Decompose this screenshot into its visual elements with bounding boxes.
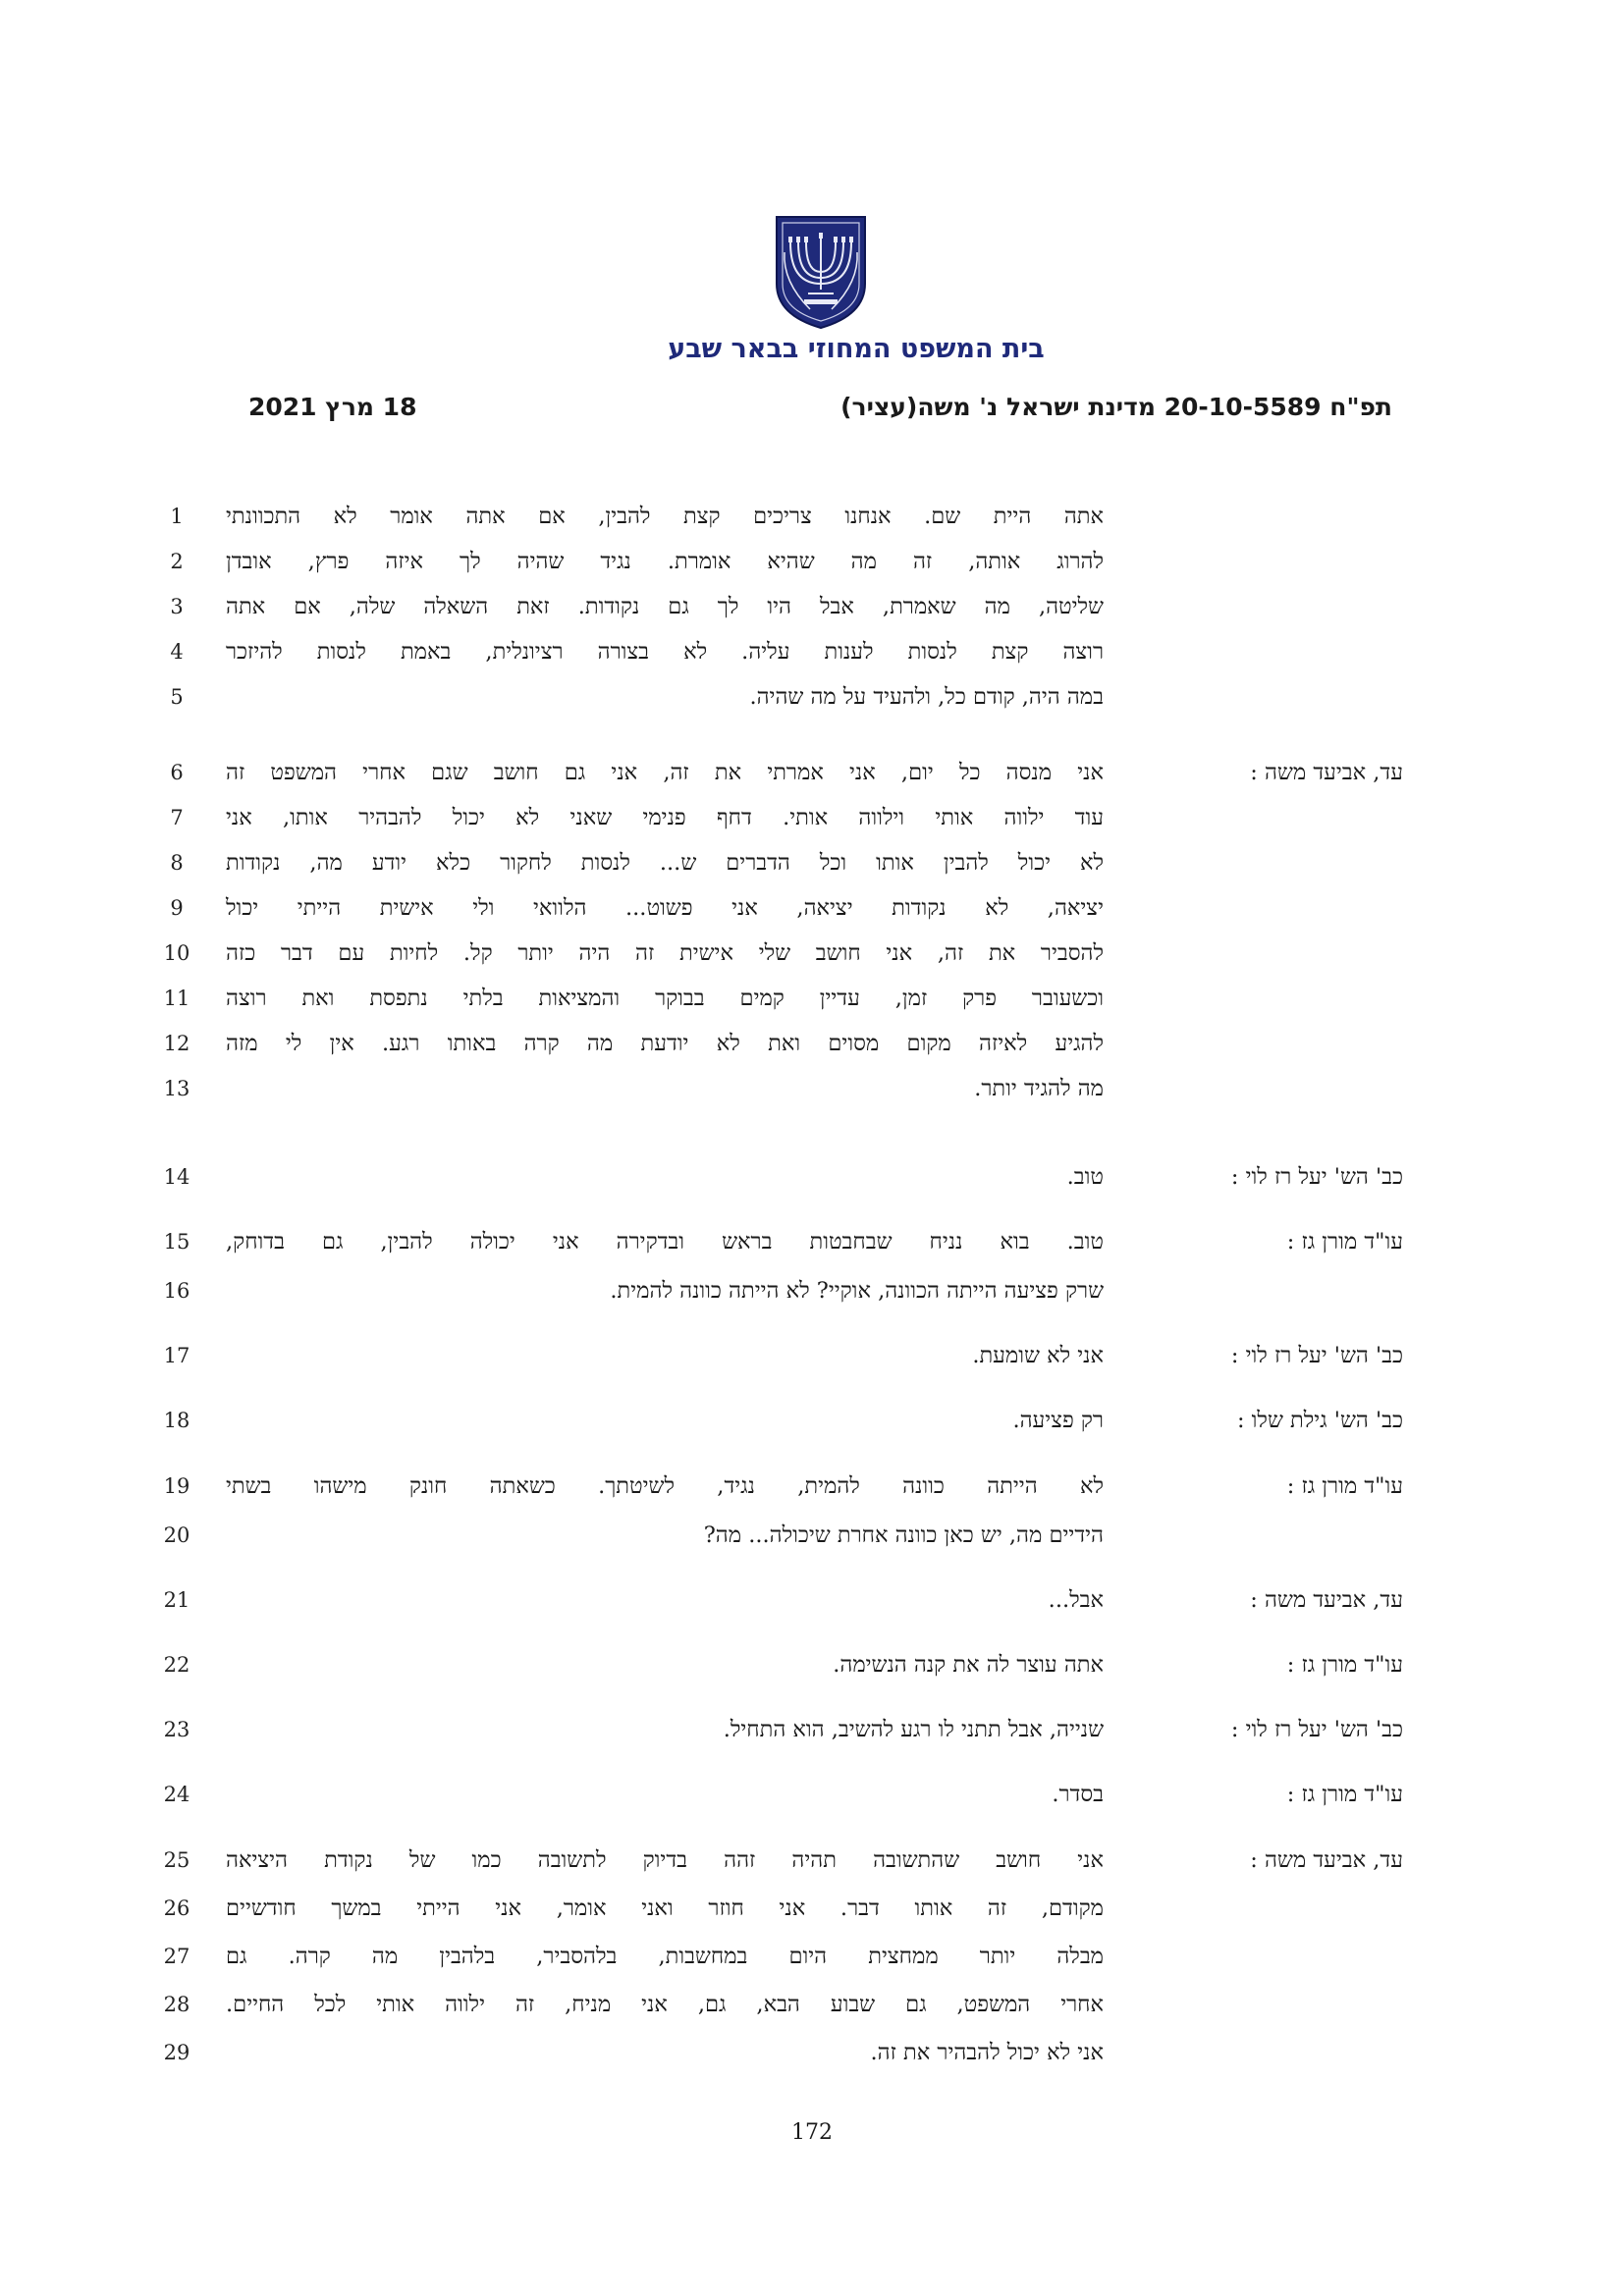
line-text: מקודם, זה אותו דבר. אני חוזר ואני אומר, אני הייתי במשך חודשיים [226,1896,1104,1921]
state-emblem-icon [771,213,871,331]
line-text: אתה היית שם. אנחנו צריכים קצת להבין, אם אתה אומר לא התכוונתי [226,504,1104,529]
speaker-label: עד, אביעד משה : [1250,760,1403,785]
line-text: טוב. בוא נניח שבחבטות בראש ובדקירה אני יכולה להבין, גם בדוחק, [226,1229,1104,1255]
speaker-label: עו"ד מורן גז : [1286,1473,1403,1499]
speaker-label: עד, אביעד משה : [1250,1847,1403,1873]
line-number: 13 [163,1077,190,1100]
line-text: לא הייתה כוונה להמית, נגיד, לשיטתך. כשאתה חונק מישהו בשתי [226,1473,1104,1499]
line-number: 26 [163,1896,190,1920]
line-text: אבל... [1048,1587,1104,1613]
line-text: מבלה יותר ממחצית היום במחשבות, בלהסביר, בלהבין מה קרה. גם [226,1944,1104,1969]
line-text: הידיים מה, יש כאן כוונה אחרת שיכולה... מה? [703,1522,1104,1548]
speaker-label: כב' הש' גילת שלו : [1236,1408,1403,1433]
line-text: לא יכול להבין אותו וכל הדברים ש... לנסות לחקור כלא יודע מה, נקודות [226,850,1104,876]
line-text: וכשעובר פרק זמן, עדיין קמים בבוקר והמציאות בלתי נתפסת ואת רוצה [226,986,1104,1011]
line-number: 8 [170,851,184,875]
speaker-label: עו"ד מורן גז : [1286,1782,1403,1807]
line-number: 23 [163,1718,190,1741]
transcript-line [0,1934,1624,1979]
transcript-line [0,2030,1624,2075]
line-number: 25 [163,1848,190,1872]
line-number: 21 [163,1588,190,1612]
transcript-line [0,976,1624,1021]
speaker-label: עו"ד מורן גז : [1286,1652,1403,1678]
line-text: אני לא שומעת. [972,1343,1104,1368]
transcript-line [0,1464,1624,1509]
line-text: טוב. [1066,1164,1104,1190]
line-text: אני לא יכול להבהיר את זה. [870,2040,1104,2065]
line-number: 1 [170,505,184,528]
line-number: 10 [163,941,190,965]
transcript-line [0,1021,1624,1066]
speaker-label: עד, אביעד משה : [1250,1587,1403,1613]
line-text: אחרי המשפט, גם שבוע הבא, גם, אני מניח, זה ילווה אותי לכל החיים. [226,1992,1104,2017]
line-number: 11 [163,987,190,1010]
transcript-line [0,1066,1624,1111]
line-text: להסביר את זה, אני חושב שלי אישית זה היה יותר קל. לחיות עם דבר כזה [226,940,1104,966]
transcript-line [0,539,1624,584]
line-number: 27 [163,1945,190,1968]
transcript-line [0,1886,1624,1931]
line-number: 17 [163,1344,190,1367]
transcript-line [0,1398,1624,1443]
line-number: 28 [163,1993,190,2016]
transcript-line [0,795,1624,840]
line-text: במה היה, קודם כל, ולהעיד על מה שהיה. [749,684,1104,710]
line-number: 9 [170,896,184,920]
line-text: אני חושב שהתשובה תהיה זהה בדיוק לתשובה כמו של נקודת היציאה [226,1847,1104,1873]
line-text: יציאה, לא נקודות יציאה, אני פשוט... הלוואי ולי אישית הייתי יכול [226,895,1104,921]
transcript-line [0,931,1624,976]
speaker-label: עו"ד מורן גז : [1286,1229,1403,1255]
line-text: מה להגיד יותר. [974,1076,1104,1101]
transcript-line [0,584,1624,629]
line-text: שליטה, מה שאמרת, אבל היו לך גם נקודות. זאת השאלה שלה, אם אתה [226,594,1104,619]
line-number: 3 [170,595,184,618]
line-text: עוד ילווה אותי וילווה אותי. דחף פנימי שאני לא יכול להבהיר אותו, אני [226,805,1104,830]
line-text: בסדר. [1052,1782,1104,1807]
line-text: להרוג אותה, זה מה שהיא אומרת. נגיד שהיה לך איזה פרץ, אובדן [226,549,1104,574]
line-text: להגיע לאיזה מקום מסוים ואת לא יודעת מה קרה באותו רגע. אין לי מזה [226,1031,1104,1056]
speaker-label: כב' הש' יעל רז לוי : [1230,1164,1403,1190]
case-title: תפ"ח 20-10-5589 מדינת ישראל נ' משה(עציר) [840,393,1392,421]
line-text: רק פציעה. [1012,1408,1104,1433]
page-number: 172 [791,2120,833,2145]
transcript-line [0,629,1624,674]
line-number: 15 [163,1230,190,1254]
court-name: בית המשפט המחוזי בבאר שבע [668,334,1045,364]
transcript-line [0,1707,1624,1752]
line-number: 16 [163,1279,190,1303]
line-number: 5 [170,685,184,709]
transcript-line [0,1642,1624,1687]
line-number: 22 [163,1653,190,1677]
line-text: רוצה קצת לנסות לענות עליה. לא בצורה רציונלית, באמת לנסות להיזכר [226,639,1104,665]
transcript-line [0,1577,1624,1623]
line-number: 14 [163,1165,190,1189]
line-number: 7 [170,806,184,829]
transcript-line [0,1219,1624,1264]
transcript-line [0,1333,1624,1378]
speaker-label: כב' הש' יעל רז לוי : [1230,1343,1403,1368]
transcript-line [0,1268,1624,1313]
line-number: 29 [163,2041,190,2064]
line-number: 18 [163,1409,190,1432]
speaker-label: כב' הש' יעל רז לוי : [1230,1717,1403,1742]
transcript-line [0,1838,1624,1883]
transcript-line [0,750,1624,795]
line-text: שנייה, אבל תתני לו רגע להשיב, הוא התחיל. [723,1717,1104,1742]
line-number: 20 [163,1523,190,1547]
line-number: 2 [170,550,184,573]
transcript-line [0,840,1624,885]
line-number: 12 [163,1032,190,1055]
line-number: 19 [163,1474,190,1498]
transcript-line [0,1513,1624,1558]
line-text: אני מנסה כל יום, אני אמרתי את זה, אני גם חושב שגם אחרי המשפט זה [226,760,1104,785]
transcript-line [0,1154,1624,1200]
line-number: 6 [170,761,184,784]
line-number: 4 [170,640,184,664]
transcript-line [0,494,1624,539]
line-text: שרק פציעה הייתה הכוונה, אוקיי? לא הייתה כוונה להמית. [610,1278,1104,1304]
transcript-line [0,1772,1624,1817]
line-number: 24 [163,1783,190,1806]
transcript-line [0,1982,1624,2027]
line-text: אתה עוצר לה את קנה הנשימה. [833,1652,1104,1678]
transcript-line [0,885,1624,931]
transcript-line [0,674,1624,720]
hearing-date: 18 מרץ 2021 [248,393,417,421]
